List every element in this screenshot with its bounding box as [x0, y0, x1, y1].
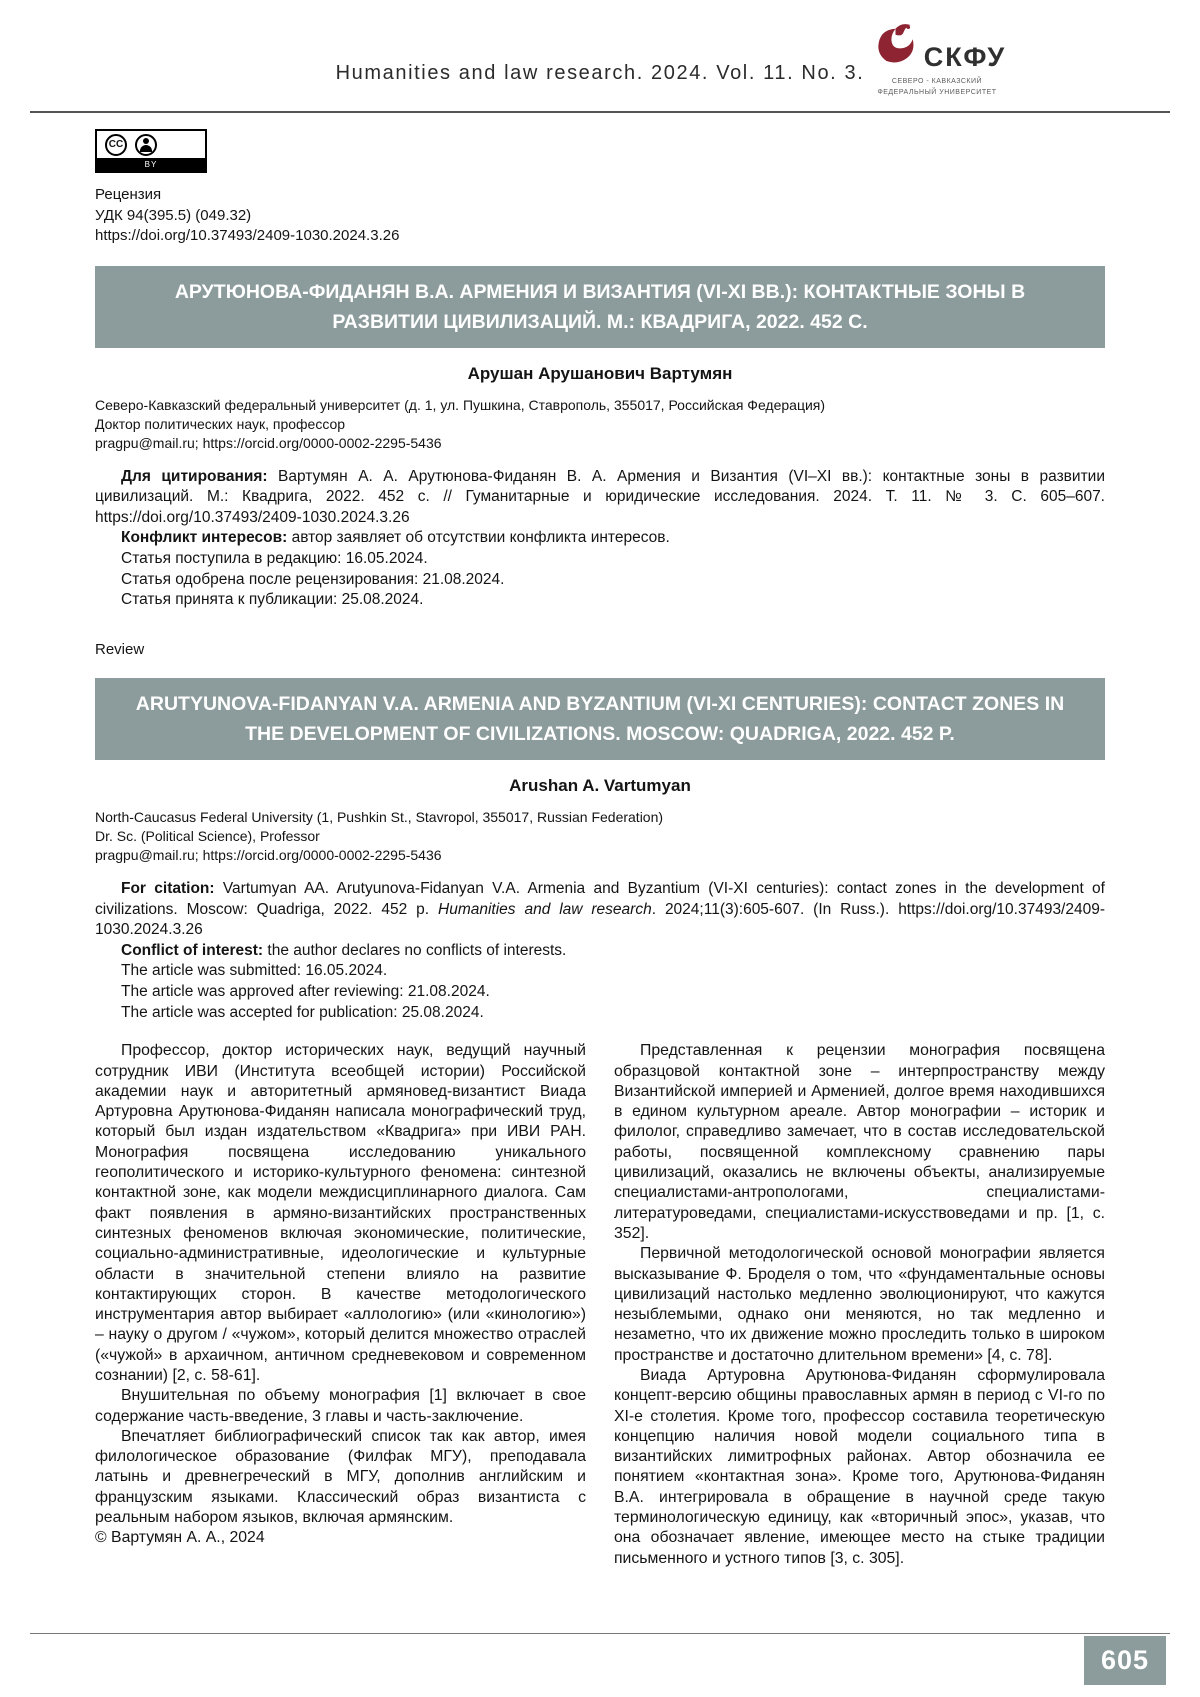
accepted-ru: Статья принята к публикации: 25.08.2024.	[121, 591, 424, 609]
page-number: 605	[1084, 1636, 1166, 1685]
submitted-ru: Статья поступила в редакцию: 16.05.2024.	[121, 550, 428, 568]
affiliation-ru: Северо-Кавказский федеральный университет (д. 1, ул. Пушкина, Ставрополь, 355017, Российская Федерация)	[95, 396, 826, 413]
header-divider	[30, 111, 1170, 113]
for-citation-ru-text: Вартумян А. А. Арутюнова-Фиданян В. А. Армения и Византия (VI–XI вв.): контактные зоны в развитии цивилизаций. М.: Квадрига, 2022. 452 с. // Гуманитарные и юридические исследования. 2024. Т. 11. № 3. С. 605–607. https://doi.org/10.37493/2409-1030.2024.3.26	[95, 467, 1105, 526]
section-label-review: Review	[95, 640, 145, 658]
conflict-ru-label: Конфликт интересов:	[121, 529, 288, 547]
conflict-ru	[95, 528, 1105, 549]
degree-ru: Доктор политических наук, профессор	[95, 415, 346, 432]
body-column-right	[614, 1041, 1105, 1569]
title-block-ru: АРУТЮНОВА-ФИДАНЯН В.А. АРМЕНИЯ И ВИЗАНТИЯ (VI-XI ВВ.): КОНТАКТНЫЕ ЗОНЫ В РАЗВИТИИ ЦИВИЛИЗАЦИЙ. М.: КВАДРИГА, 2022. 452 С.	[95, 266, 1105, 348]
for-citation-en-before: Vartumyan AA. Arutyunova-Fidanyan V.A. Armenia and Byzantium (VI-XI centuries): contact zones in the development of civilizations. Moscow: Quadriga, 2022. 452 p.	[95, 879, 1105, 918]
for-citation-en-journal: Humanities and law research	[438, 900, 652, 918]
article-type-ru: Рецензия	[95, 186, 162, 203]
conflict-en-label: Conflict of interest:	[121, 941, 264, 959]
for-citation-en	[95, 879, 1105, 941]
paragraph: Внушительная по объему монография [1] включает в свое содержание часть-введение, 3 главы и часть-заключение.	[95, 1387, 586, 1425]
logo-caption-line1: СЕВЕРО - КАВКАЗСКИЙ	[891, 78, 983, 85]
cc-by-license-badge	[95, 129, 207, 173]
conflict-ru-text: автор заявляет об отсутствии конфликта интересов.	[287, 529, 670, 547]
submitted-en: The article was submitted: 16.05.2024.	[121, 962, 388, 980]
footer-divider	[30, 1633, 1170, 1634]
paragraph: Профессор, доктор исторических наук, ведущий научный сотрудник ИВИ (Института всеобщей истории) Российской академии наук и авторитетный армяновед-византист Виада Артуровна Арутюнова-Фиданян написала монографический труд, который был издан издательством «Квадрига» при ИВИ РАН. Монография посвящена исследованию уникального геополитического и историко-культурного феномена: синтезной контактной зоне, как модели междисциплинарного диалога. Сам факт появления в армяно-византийских пространственных синтезных феноменов включая экономические, политические, социально-административные, идеологические и культурные области в значительной степени влияло на развитие контактирующих сторон. В качестве методологического инструментария автор выбирает «аллологию» (или «кинологию») – науку о другом / «чужом», который делится множество отраслей («чужой» в архаичном, античном средневековом и современном сознании) [2, с. 58-61].	[95, 1042, 586, 1384]
swan-logo-icon	[868, 22, 920, 75]
accepted-en: The article was accepted for publication: 25.08.2024.	[121, 1003, 484, 1021]
for-citation-en-after: . 2024;11(3):605-607. (In Russ.). https://doi.org/10.37493/2409-1030.2024.3.26	[95, 900, 1106, 939]
author-name-en: Arushan A. Vartumyan	[509, 776, 691, 796]
citation-block-en	[95, 879, 1105, 1023]
for-citation-en-label: For citation:	[121, 879, 215, 897]
for-citation-ru	[95, 467, 1105, 529]
author-name-ru: Арушан Арушанович Вартумян	[467, 363, 733, 383]
paragraph: Виада Артуровна Арутюнова-Фиданян сформулировала концепт-версию общины православных армян в период с VI-го по XI-е столетия. Кроме того, профессор составила теоретическую концепцию наличия новой модели социального типа в византийских лимитрофных районах. Автор обозначила ее понятием «контактная зона». Кроме того, Арутюнова-Фиданян В.А. интегрировала в обращение в научной среде такую терминологическую единицу, как «вторичный эпос», указав, что она обозначает явление, имеющее место на стыке традиции письменного и устного типов [3, с. 305].	[614, 1367, 1105, 1567]
paragraph: Первичной методологической основой монографии является высказывание Ф. Броделя о том, что «фундаментальные основы цивилизаций настолько медленно эволюционируют, что кажутся незыблемыми, однако они меняются, но так медленно и незаметно, что их движение можно проследить только в широком пространстве и достаточно длительном времени» [4, с. 78].	[614, 1245, 1105, 1364]
doi-link[interactable]: https://doi.org/10.37493/2409-1030.2024.3.26	[95, 227, 400, 244]
copyright-line: © Вартумян А. А., 2024	[95, 1529, 265, 1547]
degree-en: Dr. Sc. (Political Science), Professor	[95, 828, 320, 845]
journal-header-line: Humanities and law research. 2024. Vol. 11. No. 3.	[335, 62, 865, 84]
cc-by-label: BY	[97, 158, 205, 171]
article-meta	[95, 185, 1105, 246]
approved-en: The article was approved after reviewing: 21.08.2024.	[121, 983, 490, 1001]
citation-block-ru	[95, 467, 1105, 611]
conflict-en-text: the author declares no conflicts of interests.	[263, 941, 567, 959]
logo-acronym: СКФУ	[923, 42, 1007, 72]
paragraph: Впечатляет библиографический список так как автор, имея филологическое образование (Филфак МГУ), преподавала латынь и древнегреческий в МГУ, дополнив английским и французским языками. Классический образ византиста с реальным набором языков, включая армянским.	[95, 1427, 586, 1527]
approved-ru: Статья одобрена после рецензирования: 21.08.2024.	[121, 570, 505, 588]
for-citation-ru-label: Для цитирования:	[121, 467, 268, 485]
affiliation-block-ru	[95, 396, 1105, 453]
paragraph: Представленная к рецензии монография посвящена образцовой контактной зоне – интерпространству между Византийской империей и Арменией, долгое время находившихся в едином культурном ареале. Автор монографии – историк и филолог, справедливо замечает, что в состав исследовательской работы, посвященной комплексному сравнению пары цивилизаций, оказались не включены объекты, анализируемые специалистами-антропологами, специалистами-литературоведами, специалистами-искусствоведами и пр. [1, с. 352].	[614, 1042, 1105, 1242]
affiliation-block-en	[95, 808, 1105, 865]
university-logo	[872, 22, 1007, 97]
conflict-en	[95, 941, 1105, 962]
article-body	[95, 1041, 1105, 1569]
cc-person-icon	[135, 134, 157, 156]
logo-caption-line2: ФЕДЕРАЛЬНЫЙ УНИВЕРСИТЕТ	[877, 89, 997, 97]
contact-ru[interactable]: pragpu@mail.ru; https://orcid.org/0000-0002-2295-5436	[95, 434, 442, 451]
body-column-left	[95, 1041, 586, 1569]
title-block-en: ARUTYUNOVA-FIDANYAN V.A. ARMENIA AND BYZANTIUM (VI-XI CENTURIES): CONTACT ZONES IN THE DEVELOPMENT OF CIVILIZATIONS. MOSCOW: QUADRIGA, 2022. 452 P.	[95, 678, 1105, 760]
affiliation-en: North-Caucasus Federal University (1, Pushkin St., Stavropol, 355017, Russian Federation)	[95, 809, 664, 826]
udc-code: УДК 94(395.5) (049.32)	[95, 206, 252, 224]
cc-icon: CC	[105, 134, 127, 156]
contact-en[interactable]: pragpu@mail.ru; https://orcid.org/0000-0002-2295-5436	[95, 847, 442, 864]
